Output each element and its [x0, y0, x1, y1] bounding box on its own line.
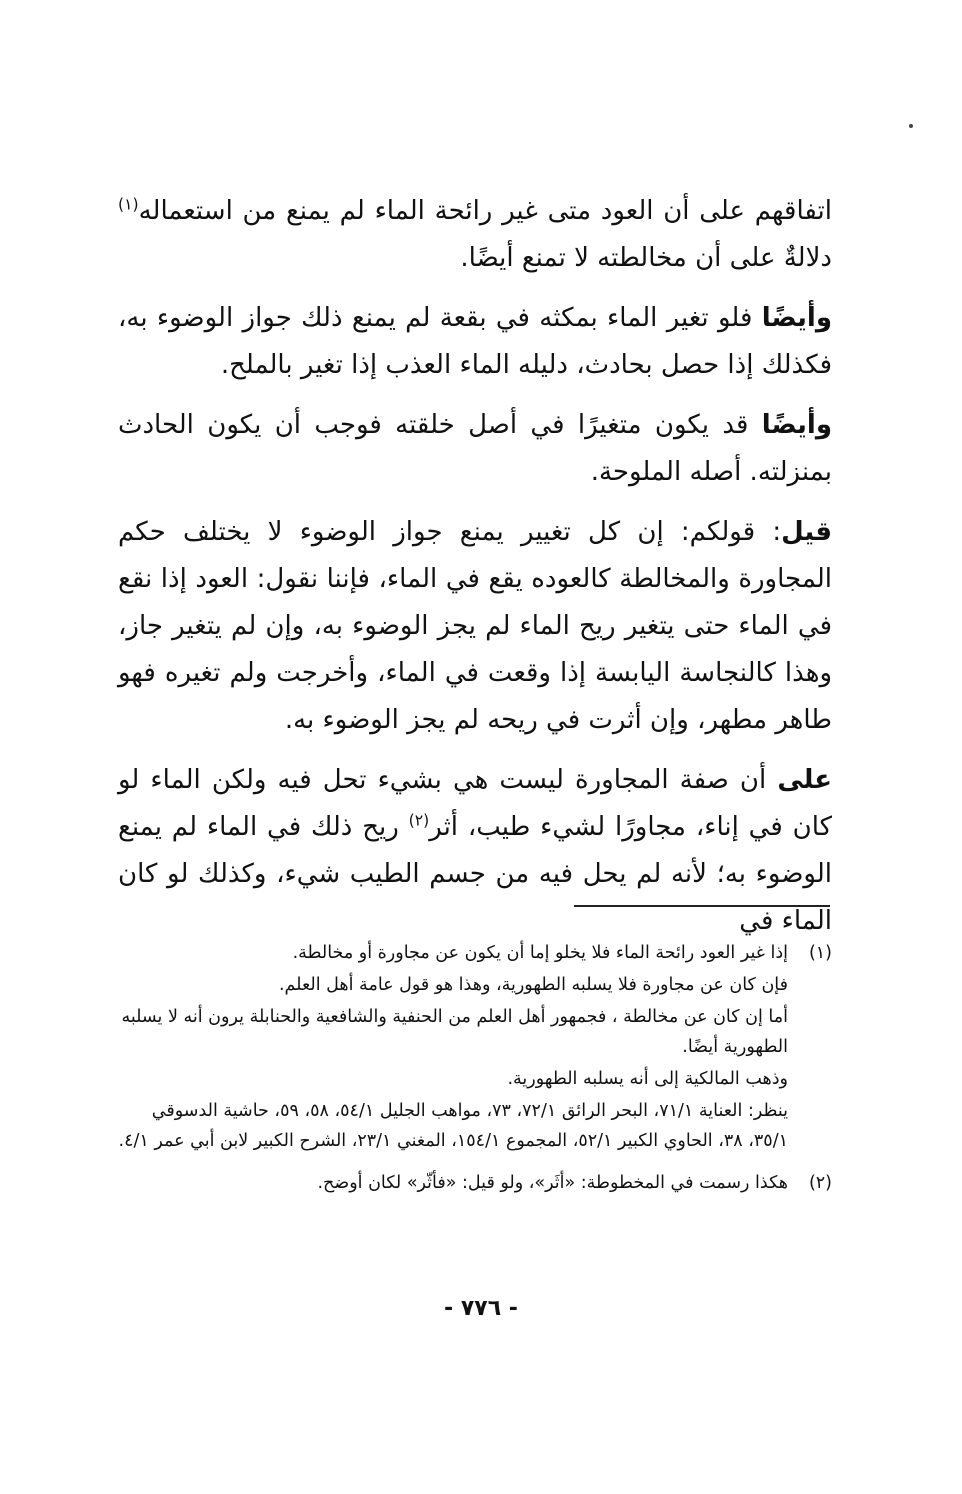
main-text	[118, 188, 832, 958]
footnote-2	[118, 1168, 832, 1198]
paragraph-2-text: فلو تغير الماء بمكثه في بقعة لم يمنع ذلك جواز الوضوء به، فكذلك إذا حصل بحادث، دليله الماء العذب إذا تغير بالملح.	[118, 303, 832, 380]
scan-speck	[909, 124, 913, 128]
paragraph-4-lead: قيل	[781, 517, 832, 547]
footnote-ref-1[interactable]: (١)	[118, 195, 139, 214]
paragraph-1-continuation: دلالةٌ على أن مخالطته لا تمنع أيضًا.	[460, 243, 832, 273]
paragraph-4	[118, 509, 832, 744]
paragraph-5	[118, 757, 832, 945]
paragraph-5-lead: على	[777, 765, 832, 795]
footnote-1	[118, 938, 832, 1158]
paragraph-3-lead: وأيضًا	[761, 410, 832, 440]
footnote-2-number: (٢)	[808, 1173, 832, 1193]
paragraph-3-text: قد يكون متغيرًا في أصل خلقته فوجب أن يكون الحادث بمنزلته. أصله الملوحة.	[118, 410, 832, 487]
page-number: - ٧٧٦ -	[444, 1296, 518, 1321]
footnote-2-body: هكذا رسمت في المخطوطة: «أثَر»، ولو قيل: «فأثّر» لكان أوضح.	[317, 1173, 788, 1193]
footnote-1-line-2: فإن كان عن مجاورة فلا يسلبه الطهورية، وهذا هو قول عامة أهل العلم.	[278, 975, 788, 995]
footnote-1-number: (١)	[808, 943, 832, 963]
footnote-separator	[574, 905, 830, 907]
paragraph-4-text: : قولكم: إن كل تغيير يمنع جواز الوضوء لا يختلف حكم المجاورة والمخالطة كالعوده يقع في الماء، فإننا نقول: العود إذا نقع في الماء حتى يتغير ريح الماء لم يجز الوضوء به، وإن لم يتغير جاز، وهذا كالنجاسة اليابسة إذا وقعت في الماء، وأخرجت ولم تغيره فهو طاهر مطهر، وإن أثرت في ريحه لم يجز الوضوء به.	[118, 517, 832, 735]
footnote-1-line-5: ينظر: العناية ٧١/١، البحر الرائق ٧٢/١، ٧٣، مواهب الجليل ٥٤/١، ٥٨، ٥٩، حاشية الدسوقي ٣٥/١، ٣٨، الحاوي الكبير ٥٢/١، المجموع ١٥٤/١، المغني ٢٣/١، الشرح الكبير لابن أبي عمر ٤/١.	[118, 1101, 788, 1151]
paragraph-3	[118, 402, 832, 496]
paragraph-2	[118, 295, 832, 389]
footnote-1-body	[118, 938, 788, 1158]
footnote-1-line-3: أما إن كان عن مخالطة ، فجمهور أهل العلم من الحنفية والشافعية والحنابلة يرون أنه لا يسلبه الطهورية أيضًا.	[121, 1007, 788, 1057]
footnote-1-line-4: وذهب المالكية إلى أنه يسلبه الطهورية.	[507, 1069, 788, 1089]
footnote-ref-2[interactable]: (٢)	[408, 811, 430, 830]
paragraph-2-lead: وأيضًا	[761, 303, 832, 333]
paragraph-5-continuation: ريح ذلك في الماء لم يمنع الوضوء به؛ لأنه لم يحل فيه من جسم الطيب شيء، وكذلك لو كان الماء في	[118, 812, 832, 936]
footnotes	[118, 938, 832, 1208]
footnote-1-line-1: إذا غير العود رائحة الماء فلا يخلو إما أن يكون عن مجاورة أو مخالطة.	[292, 943, 788, 963]
paragraph-1-text: اتفاقهم على أن العود متى غير رائحة الماء لم يمنع من استعماله	[138, 196, 832, 226]
paragraph-1	[118, 188, 832, 282]
paragraph-5-text: أن صفة المجاورة ليست هي بشيء تحل فيه ولكن الماء لو كان في إناء، مجاورًا لشيء طيب، أثر	[118, 765, 832, 842]
